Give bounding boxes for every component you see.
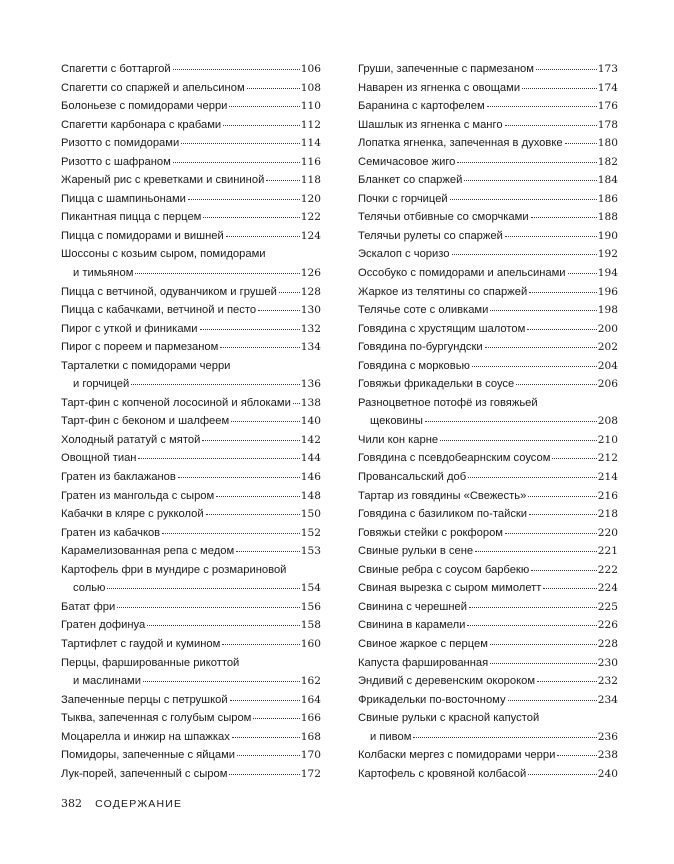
toc-entry xyxy=(358,579,618,598)
toc-entry-title: Ризотто с помидорами xyxy=(61,137,180,150)
toc-entry-title: Моцарелла и инжир на шпажках xyxy=(61,730,230,743)
toc-entry-title: Лопатка ягненка, запеченная в духовке xyxy=(358,137,563,150)
toc-page-number: 162 xyxy=(300,675,321,688)
toc-entry-title: Семичасовое жиго xyxy=(358,155,456,168)
toc-entry-title: Спагетти с боттаргой xyxy=(61,63,171,75)
toc-page-number: 240 xyxy=(597,767,618,780)
toc-entry xyxy=(358,357,618,376)
toc-entry xyxy=(61,301,321,320)
toc-entry xyxy=(61,505,321,524)
toc-entry xyxy=(358,449,618,468)
toc-entry xyxy=(61,616,321,635)
leader-dots xyxy=(229,106,299,107)
leader-dots xyxy=(181,143,300,144)
toc-entry-title: Пикантная пицца с перцем xyxy=(61,211,202,224)
toc-page-number: 208 xyxy=(597,415,618,428)
toc-entry-title: Пицца с кабачками, ветчиной и песто xyxy=(61,304,257,317)
toc-entry-title: Пицца с ветчиной, одуванчиком и грушей xyxy=(61,285,277,298)
toc-entry xyxy=(358,524,618,543)
toc-entry xyxy=(358,394,618,431)
toc-entry-title: Эндивий с деревенским окороком xyxy=(358,675,536,688)
leader-dots xyxy=(475,551,597,552)
toc-entry-title: Чили кон карне xyxy=(358,433,439,446)
toc-page-number: 232 xyxy=(597,675,618,688)
leader-dots xyxy=(505,533,597,534)
leader-dots xyxy=(143,681,300,682)
leader-dots xyxy=(173,69,300,70)
toc-page-number: 225 xyxy=(597,600,618,613)
toc-entry xyxy=(61,654,321,691)
toc-entry-title: Тыква, запеченная с голубым сыром xyxy=(61,712,252,725)
leader-dots xyxy=(531,217,597,218)
leader-dots xyxy=(206,514,300,515)
toc-entry-title: Тарталетки с помидорами черри xyxy=(61,359,231,372)
toc-entry-title: Свиная вырезка с сыром мимолетт xyxy=(358,582,542,595)
toc-page-number: 174 xyxy=(597,81,618,94)
toc-left-column xyxy=(61,60,321,783)
leader-dots xyxy=(452,254,597,255)
toc-entry xyxy=(61,283,321,302)
toc-entry-title: Перцы, фаршированные рикоттой xyxy=(61,656,240,669)
toc-entry-title: Говядина с псевдобеарнским соусом xyxy=(358,452,551,465)
leader-dots xyxy=(200,329,300,330)
toc-entry-title: Свинина с черешней xyxy=(358,600,468,613)
toc-entry-title: Наварен из ягненка с овощами xyxy=(358,81,521,94)
toc-entry-title: Картофель фри в мундире с розмариновой xyxy=(61,563,287,576)
toc-page-number: 228 xyxy=(597,637,618,650)
toc-entry-title: Пицца с шампиньонами xyxy=(61,192,186,205)
leader-dots xyxy=(537,681,597,682)
leader-dots xyxy=(230,700,300,701)
toc-page-number: 158 xyxy=(300,619,321,632)
leader-dots xyxy=(464,180,596,181)
toc-entry xyxy=(61,412,321,431)
toc-entry-title: Фрикадельки по-восточному xyxy=(358,693,506,706)
leader-dots xyxy=(220,347,299,348)
leader-dots xyxy=(522,88,597,89)
leader-dots xyxy=(469,607,597,608)
toc-entry-title: Колбаски мергез с помидорами черри xyxy=(358,749,556,762)
toc-page-number: 186 xyxy=(597,192,618,205)
toc-page-number: 128 xyxy=(300,285,321,298)
toc-page-number: 234 xyxy=(597,693,618,706)
toc-page-number: 188 xyxy=(597,211,618,224)
toc-page-number: 166 xyxy=(300,712,321,725)
toc-page-number: 154 xyxy=(300,582,321,595)
toc-page-number: 178 xyxy=(597,118,618,131)
toc-entry xyxy=(358,208,618,227)
toc-entry xyxy=(61,598,321,617)
toc-entry-title: Гратен из баклажанов xyxy=(61,471,176,484)
leader-dots xyxy=(505,236,597,237)
toc-page-number: 110 xyxy=(300,100,321,113)
toc-page-number: 170 xyxy=(300,749,321,762)
toc-entry-title: Картофель с кровяной колбасой xyxy=(358,767,527,780)
toc-page-number: 198 xyxy=(597,304,618,317)
toc-entry-title: Говядина с морковью xyxy=(358,359,470,372)
toc-entry xyxy=(358,283,618,302)
toc-entry xyxy=(358,765,618,784)
toc-page-number: 218 xyxy=(597,508,618,521)
toc-entry-title: Капуста фаршированная xyxy=(358,656,489,669)
toc-entry-title: Говядина с базиликом по-тайски xyxy=(358,508,528,521)
leader-dots xyxy=(222,644,299,645)
toc-entry-title: Тарт-фин с копченой лососиной и яблоками xyxy=(61,396,291,409)
toc-entry xyxy=(358,190,618,209)
toc-page-number: 204 xyxy=(597,359,618,372)
leader-dots xyxy=(508,700,597,701)
leader-dots xyxy=(490,310,596,311)
toc-entry xyxy=(61,765,321,784)
toc-page-number: 124 xyxy=(300,229,321,242)
toc-page-number: 221 xyxy=(597,545,618,558)
leader-dots xyxy=(505,125,597,126)
toc-entry-title: Гратен из мангольда с сыром xyxy=(61,489,215,502)
toc-page-number: 220 xyxy=(597,526,618,539)
toc-entry xyxy=(61,449,321,468)
toc-entry xyxy=(358,654,618,673)
toc-entry-title: Свиные рульки в сене xyxy=(358,545,474,558)
toc-entry xyxy=(61,746,321,765)
toc-entry xyxy=(358,561,618,580)
toc-entry-title: Груши, запеченные с пармезаном xyxy=(358,63,534,75)
toc-entry-title: Пирог с пореем и пармезаном xyxy=(61,341,219,354)
leader-dots xyxy=(232,737,300,738)
toc-page-number: 206 xyxy=(597,378,618,391)
leader-dots xyxy=(178,477,300,478)
leader-dots xyxy=(536,69,597,70)
leader-dots xyxy=(131,384,300,385)
toc-page-number: 112 xyxy=(300,118,321,131)
toc-entry xyxy=(61,691,321,710)
toc-entry-title: Тарт-фин с беконом и шалфеем xyxy=(61,415,230,428)
leader-dots xyxy=(568,273,597,274)
toc-entry xyxy=(61,357,321,394)
toc-page-number: 202 xyxy=(597,341,618,354)
toc-page-number: 116 xyxy=(300,155,321,168)
toc-entry xyxy=(358,431,618,450)
toc-page-number: 210 xyxy=(597,433,618,446)
toc-entry-title: Провансальский доб xyxy=(358,471,467,484)
toc-entry xyxy=(61,134,321,153)
toc-entry-title: Запеченные перцы с петрушкой xyxy=(61,693,228,706)
toc-entry-title: Лук-порей, запеченный с сыром xyxy=(61,767,228,780)
toc-entry xyxy=(61,60,321,79)
toc-page-number: 176 xyxy=(597,100,618,113)
toc-entry xyxy=(61,635,321,654)
toc-entry-title: Телячьи рулеты со спаржей xyxy=(358,229,503,242)
toc-entry-title: Батат фри xyxy=(61,600,116,613)
toc-entry xyxy=(358,616,618,635)
toc-entry xyxy=(61,171,321,190)
toc-entry xyxy=(61,227,321,246)
toc-entry xyxy=(358,320,618,339)
toc-page-number: 142 xyxy=(300,433,321,446)
toc-page-number: 200 xyxy=(597,322,618,335)
leader-dots xyxy=(557,755,596,756)
toc-entry-title: Холодный рататуй с мятой xyxy=(61,433,201,446)
toc-entry-title: Пицца с помидорами и вишней xyxy=(61,229,224,242)
page-footer xyxy=(61,797,182,810)
toc-page-number: 226 xyxy=(597,619,618,632)
toc-entry xyxy=(61,431,321,450)
toc-entry-title: Гратен дофинуа xyxy=(61,619,146,632)
toc-entry xyxy=(358,264,618,283)
toc-entry-title-continuation: и маслинами xyxy=(73,675,141,688)
leader-dots xyxy=(565,143,597,144)
leader-dots xyxy=(247,88,300,89)
toc-page-number: 194 xyxy=(597,267,618,280)
toc-entry xyxy=(61,79,321,98)
leader-dots xyxy=(279,292,300,293)
leader-dots xyxy=(236,551,300,552)
toc-page-number: 134 xyxy=(300,341,321,354)
toc-entry xyxy=(61,97,321,116)
leader-dots xyxy=(457,162,596,163)
toc-page-number: 238 xyxy=(597,749,618,762)
leader-dots xyxy=(413,737,596,738)
toc-entry-title: Баранина с картофелем xyxy=(358,100,485,113)
toc-entry xyxy=(358,227,618,246)
toc-entry-title: Шоссоны с козьим сыром, помидорами xyxy=(61,248,266,261)
toc-page-number: 222 xyxy=(597,563,618,576)
toc-entry-title: Кабачки в кляре с рукколой xyxy=(61,508,204,521)
leader-dots xyxy=(440,440,597,441)
toc-page-number: 130 xyxy=(300,304,321,317)
leader-dots xyxy=(226,236,300,237)
toc-page-number: 118 xyxy=(300,174,321,187)
toc-page-number: 236 xyxy=(597,730,618,743)
toc-entry-title: Телячье соте с оливками xyxy=(358,304,489,317)
leader-dots xyxy=(516,384,597,385)
toc-page-number: 156 xyxy=(300,600,321,613)
leader-dots xyxy=(258,310,300,311)
toc-page-number: 132 xyxy=(300,322,321,335)
toc-page-number: 106 xyxy=(300,63,321,75)
toc-entry-title-continuation: и тимьяном xyxy=(73,267,134,280)
toc-page-number: 190 xyxy=(597,229,618,242)
toc-page-number: 160 xyxy=(300,637,321,650)
toc-entry-title: Спагетти карбонара с крабами xyxy=(61,118,222,131)
leader-dots xyxy=(472,366,597,367)
toc-entry xyxy=(61,116,321,135)
toc-entry-title: Говядина по-бургундски xyxy=(358,341,483,354)
toc-page-number: 108 xyxy=(300,81,321,94)
leader-dots xyxy=(107,588,299,589)
toc-page-number: 216 xyxy=(597,489,618,502)
toc-page-number: 212 xyxy=(597,452,618,465)
toc-page-number: 173 xyxy=(597,63,618,75)
toc-entry xyxy=(358,635,618,654)
leader-dots xyxy=(531,570,597,571)
toc-page-number: 144 xyxy=(300,452,321,465)
leader-dots xyxy=(552,458,596,459)
toc-entry-title: Шашлык из ягненка с манго xyxy=(358,118,503,131)
toc-entry xyxy=(358,245,618,264)
toc-entry xyxy=(358,171,618,190)
leader-dots xyxy=(529,292,597,293)
toc-entry xyxy=(358,672,618,691)
toc-entry-title: Разноцветное потофё из говяжьей xyxy=(358,396,538,409)
toc-entry xyxy=(358,505,618,524)
toc-entry-title: Пирог с уткой и финиками xyxy=(61,322,198,335)
toc-entry-title: Жаркое из телятины со спаржей xyxy=(358,285,528,298)
leader-dots xyxy=(173,162,300,163)
toc-entry xyxy=(358,746,618,765)
toc-entry xyxy=(61,542,321,561)
leader-dots xyxy=(485,347,597,348)
page-number: 382 xyxy=(61,797,82,810)
leader-dots xyxy=(253,718,299,719)
toc-entry-title: Тартифлет с гаудой и кумином xyxy=(61,637,221,650)
toc-page-number: 192 xyxy=(597,248,618,261)
toc-page-number: 230 xyxy=(597,656,618,669)
toc-page-number: 126 xyxy=(300,267,321,280)
leader-dots xyxy=(117,607,300,608)
section-title: СОДЕРЖАНИЕ xyxy=(95,798,183,810)
toc-page-number: 164 xyxy=(300,693,321,706)
toc-entry-title: Спагетти со спаржей и апельсином xyxy=(61,81,245,94)
leader-dots xyxy=(216,496,300,497)
toc-entry xyxy=(61,728,321,747)
toc-entry-title-continuation: щековины xyxy=(370,415,423,428)
leader-dots xyxy=(527,329,596,330)
toc-page-number: 122 xyxy=(300,211,321,224)
toc-entry xyxy=(358,134,618,153)
toc-page-number: 224 xyxy=(597,582,618,595)
leader-dots xyxy=(490,663,597,664)
toc-entry xyxy=(358,116,618,135)
toc-entry xyxy=(358,153,618,172)
toc-entry-title: Говядина с хрустящим шалотом xyxy=(358,322,526,335)
toc-entry-title-continuation: и горчицей xyxy=(73,378,130,391)
leader-dots xyxy=(529,514,597,515)
toc-entry-title-continuation: солью xyxy=(73,582,106,595)
leader-dots xyxy=(147,625,300,626)
toc-page-number: 114 xyxy=(300,137,321,150)
toc-entry-title: Гратен из кабачков xyxy=(61,526,161,539)
leader-dots xyxy=(135,273,299,274)
leader-dots xyxy=(138,458,299,459)
toc-entry-title: Свиные ребра с соусом барбекю xyxy=(358,563,530,576)
toc-entry xyxy=(358,598,618,617)
toc-entry xyxy=(61,153,321,172)
toc-page-number: 153 xyxy=(300,545,321,558)
toc-entry xyxy=(61,709,321,728)
leader-dots xyxy=(223,125,300,126)
toc-entry xyxy=(61,190,321,209)
toc-entry-title: Говяжьи стейки с рокфором xyxy=(358,526,503,539)
toc-entry-title: Тартар из говядины «Свежесть» xyxy=(358,489,527,502)
toc-entry xyxy=(61,338,321,357)
toc-entry-title: Свинина в карамели xyxy=(358,619,466,632)
toc-page-number: 146 xyxy=(300,471,321,484)
toc-page-number: 138 xyxy=(300,396,321,409)
leader-dots xyxy=(487,106,597,107)
toc-entry xyxy=(358,79,618,98)
toc-entry xyxy=(358,542,618,561)
toc-entry-title: Бланкет со спаржей xyxy=(358,174,463,187)
toc-entry xyxy=(358,709,618,746)
leader-dots xyxy=(237,755,300,756)
toc-right-column xyxy=(358,60,618,783)
leader-dots xyxy=(202,440,299,441)
toc-page-number: 180 xyxy=(597,137,618,150)
toc-entry xyxy=(358,60,618,79)
leader-dots xyxy=(203,217,299,218)
toc-entry xyxy=(61,487,321,506)
toc-entry-title: Овощной тиан xyxy=(61,452,137,465)
toc-entry-title: Жареный рис с креветками и свининой xyxy=(61,174,265,187)
leader-dots xyxy=(425,421,597,422)
leader-dots xyxy=(468,477,597,478)
toc-page-number: 136 xyxy=(300,378,321,391)
leader-dots xyxy=(293,403,300,404)
toc-entry xyxy=(61,208,321,227)
toc-page-number: 184 xyxy=(597,174,618,187)
toc-entry-title: Свиное жаркое с перцем xyxy=(358,637,488,650)
toc-page-number: 140 xyxy=(300,415,321,428)
toc-entry xyxy=(61,524,321,543)
leader-dots xyxy=(231,421,300,422)
toc-entry xyxy=(358,97,618,116)
toc-entry-title: Свиные рульки с красной капустой xyxy=(358,712,540,725)
leader-dots xyxy=(467,625,596,626)
toc-page-number: 150 xyxy=(300,508,321,521)
toc-entry xyxy=(358,487,618,506)
toc-page-number: 214 xyxy=(597,471,618,484)
toc-page-number: 152 xyxy=(300,526,321,539)
leader-dots xyxy=(188,199,300,200)
toc-entry-title-continuation: и пивом xyxy=(370,730,412,743)
toc-entry-title: Болоньезе с помидорами черри xyxy=(61,100,228,113)
toc-entry-title: Говяжьи фрикадельки в соусе xyxy=(358,378,515,391)
toc-page-number: 172 xyxy=(300,767,321,780)
toc-entry-title: Помидоры, запеченные с яйцами xyxy=(61,749,236,762)
leader-dots xyxy=(490,644,597,645)
toc-entry xyxy=(61,245,321,282)
toc-entry-title: Телячьи отбивные со сморчками xyxy=(358,211,529,224)
toc-entry xyxy=(61,320,321,339)
leader-dots xyxy=(543,588,596,589)
toc-page-number: 196 xyxy=(597,285,618,298)
toc-entry xyxy=(61,394,321,413)
leader-dots xyxy=(528,496,596,497)
toc-entry xyxy=(61,468,321,487)
leader-dots xyxy=(528,774,597,775)
leader-dots xyxy=(450,199,597,200)
toc-entry xyxy=(358,338,618,357)
leader-dots xyxy=(229,774,299,775)
toc-page-number: 168 xyxy=(300,730,321,743)
toc-entry xyxy=(358,301,618,320)
toc-entry xyxy=(358,375,618,394)
toc-entry xyxy=(358,468,618,487)
leader-dots xyxy=(162,533,300,534)
toc-entry xyxy=(358,691,618,710)
toc-page-number: 182 xyxy=(597,155,618,168)
toc-page-number: 148 xyxy=(300,489,321,502)
toc-entry-title: Оссобуко с помидорами и апельсинами xyxy=(358,267,566,280)
leader-dots xyxy=(266,180,299,181)
toc-entry-title: Ризотто с шафраном xyxy=(61,155,171,168)
toc-entry-title: Эскалоп с чоризо xyxy=(358,248,450,261)
toc-entry-title: Почки с горчицей xyxy=(358,192,448,205)
toc-page-number: 120 xyxy=(300,192,321,205)
toc-entry xyxy=(61,561,321,598)
toc-entry-title: Карамелизованная репа с медом xyxy=(61,545,235,558)
